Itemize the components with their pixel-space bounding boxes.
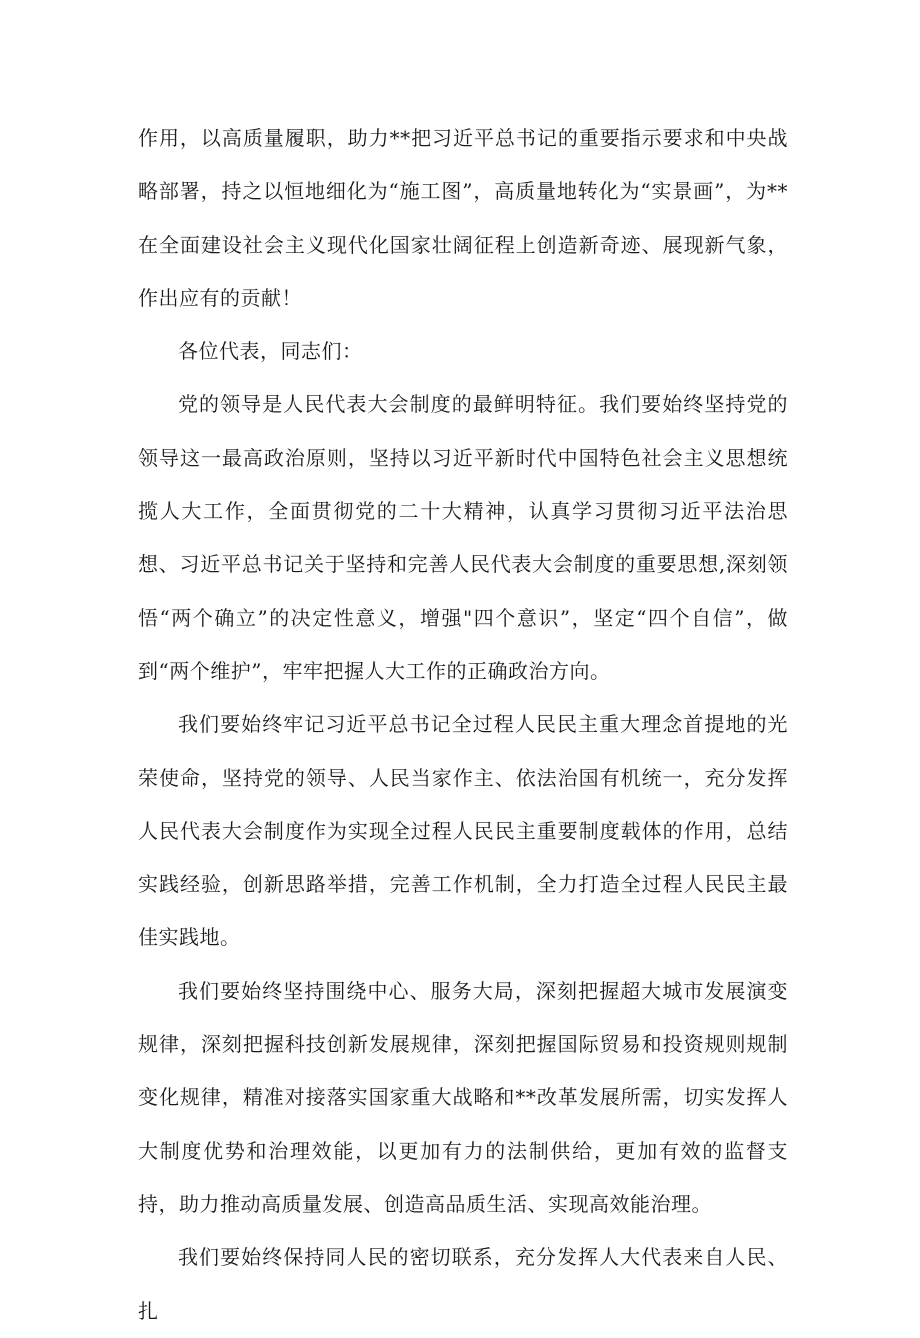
paragraph-5: 我们要始终坚持围绕中心、服务大局，深刻把握超大城市发展演变规律，深刻把握科技创新发展规律，深刻把握国际贸易和投资规则规制变化规律，精准对接落实国家重大战略和**改革发展所需，切实发挥人大制度优势和治理效能，以更加有力的法制供给，更加有效的监督支持，助力推动高质量发展、创造高品质生活、实现高效能治理。 [138,978,788,1216]
paragraph-2: 各位代表，同志们： [178,339,363,364]
paragraph-4: 我们要始终牢记习近平总书记全过程人民民主重大理念首提地的光荣使命，坚持党的领导、人民当家作主、依法治国有机统一，充分发挥人民代表大会制度作为实现全过程人民民主重要制度载体的作用，总结实践经验，创新思路举措，完善工作机制，全力打造全过程人民民主最佳实践地。 [138,712,788,950]
paragraph-6: 我们要始终保持同人民的密切联系，充分发挥人大代表来自人民、扎 [138,1245,788,1323]
paragraph-3: 党的领导是人民代表大会制度的最鲜明特征。我们要始终坚持党的领导这一最高政治原则，坚持以习近平新时代中国特色社会主义思想统揽人大工作，全面贯彻党的二十大精神，认真学习贯彻习近平法治思想、习近平总书记关于坚持和完善人民代表大会制度的重要思想,深刻领悟“两个确立”的决定性意义，增强"四个意识”，坚定“四个自信”，做到“两个维护”，牢牢把握人大工作的正确政治方向。 [138,392,788,683]
paragraph-1: 作用，以高质量履职，助力**把习近平总书记的重要指示要求和中央战略部署，持之以恒地细化为“施工图”，高质量地转化为“实景画”，为**在全面建设社会主义现代化国家壮阔征程上创造新奇迹、展现新气象，作出应有的贡献！ [138,126,788,310]
document-body [138,112,788,1338]
